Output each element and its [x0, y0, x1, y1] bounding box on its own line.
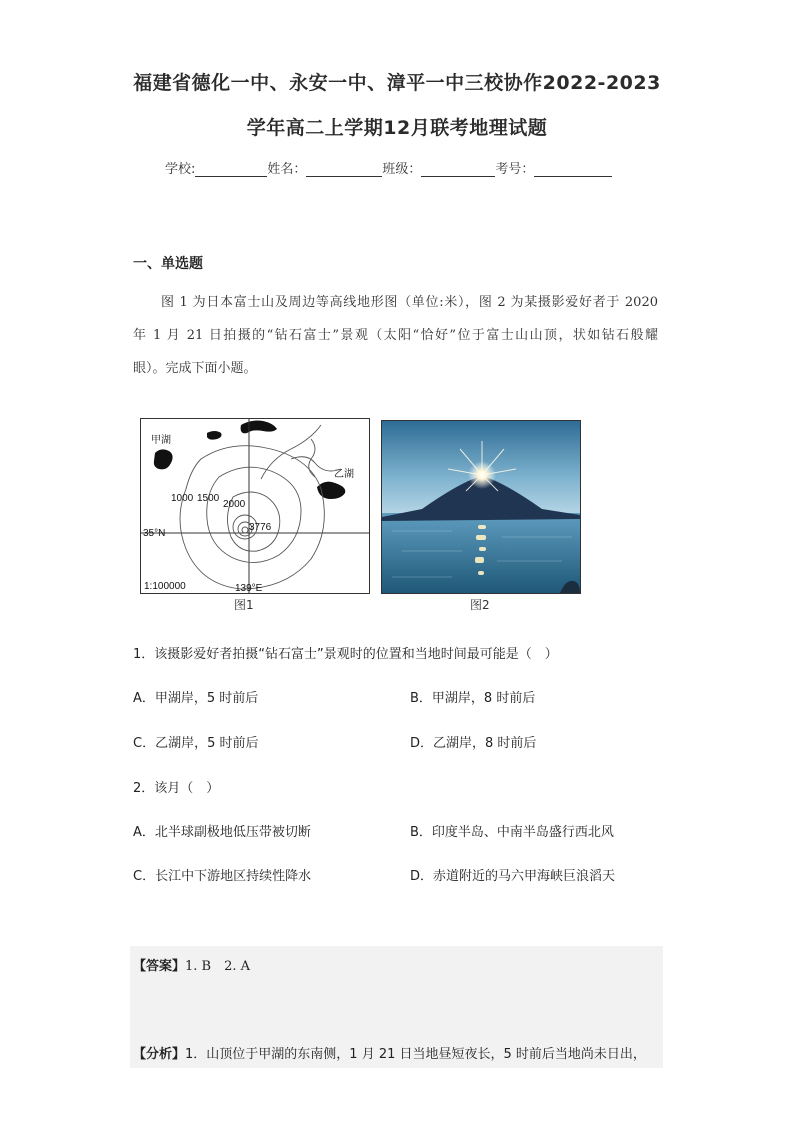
answer-tag: 【答案】: [133, 959, 186, 974]
document-title-line-1: 福建省德化一中、永安一中、漳平一中三校协作2022-2023: [133, 72, 661, 94]
contour-inner-3: [242, 527, 248, 533]
contour-map-svg: [141, 419, 369, 593]
dark-patch-2: [241, 421, 277, 434]
analysis-tag: 【分析】: [133, 1047, 186, 1062]
section-title: 一、单选题: [133, 256, 203, 272]
peak-label: 3776: [249, 522, 272, 533]
class-label: 班级：: [382, 162, 422, 177]
answer-row: [133, 955, 250, 974]
class-field[interactable]: [421, 162, 495, 177]
analysis-text: 1．山顶位于甲湖的东南侧，1 月 21 日当地昼短夜长，5 时前后当地尚未日出，: [185, 1047, 646, 1062]
question-1-option-a[interactable]: A．甲湖岸，5 时前后: [133, 691, 259, 706]
school-label: 学校:: [165, 162, 196, 177]
diamond-fuji-photo: [382, 421, 580, 593]
question-2-option-d[interactable]: D．赤道附近的马六甲海峡巨浪滔天: [410, 869, 616, 884]
contour-label-1500: 1500: [197, 493, 220, 504]
terrain-lines-2: [309, 439, 315, 477]
number-label: 考号：: [495, 162, 535, 177]
question-1-stem: 1．该摄影爱好者拍摄“钻石富士”景观时的位置和当地时间最可能是（ ）: [133, 647, 558, 662]
lake-a-label: 甲湖: [151, 435, 171, 446]
name-label: 姓名：: [267, 162, 307, 177]
longitude-label: 139°E: [235, 583, 263, 593]
figure-1-contour-map: [140, 418, 370, 594]
figure-2-photo: [381, 420, 581, 594]
question-2-option-b[interactable]: B．印度半岛、中南半岛盛行西北风: [410, 825, 614, 840]
lake-b-label: 乙湖: [334, 469, 354, 480]
analysis-row: [133, 1043, 646, 1062]
sun: [468, 461, 496, 489]
question-intro: [133, 286, 658, 385]
question-2-option-a[interactable]: A．北半球副极地低压带被切断: [133, 825, 311, 840]
intro-line-1: 图 1 为日本富士山及周边等高线地形图（单位:米），图 2 为某摄影爱好者于 2020: [161, 295, 658, 310]
contour-label-1000: 1000: [171, 493, 194, 504]
figure-2-caption: 图2: [470, 598, 490, 612]
name-field[interactable]: [306, 162, 382, 177]
student-info-row: [165, 158, 612, 177]
question-1-option-b[interactable]: B．甲湖岸，8 时前后: [410, 691, 536, 706]
dark-patch-1: [207, 431, 222, 440]
answer-text: 1. B 2. A: [185, 959, 251, 974]
figure-1-caption: 图1: [234, 598, 254, 612]
question-2-option-c[interactable]: C．长江中下游地区持续性降水: [133, 869, 312, 884]
document-title-line-2: 学年高二上学期12月联考地理试题: [246, 117, 548, 139]
scale-label: 1:100000: [144, 581, 186, 592]
question-2-stem: 2．该月（ ）: [133, 781, 220, 796]
school-field[interactable]: [195, 162, 267, 177]
contour-label-2000: 2000: [223, 499, 246, 510]
number-field[interactable]: [534, 162, 612, 177]
intro-line-3: 眼）。完成下面小题。: [133, 361, 257, 376]
question-1-option-c[interactable]: C．乙湖岸，5 时前后: [133, 736, 259, 751]
latitude-label: 35°N: [143, 528, 166, 539]
intro-line-2: 年 1 月 21 日拍摄的“钻石富士”景观（太阳“恰好”位于富士山山顶，状如钻石般耀: [133, 328, 658, 343]
contour-1500: [207, 467, 301, 562]
question-1-option-d[interactable]: D．乙湖岸，8 时前后: [410, 736, 537, 751]
terrain-lines: [261, 425, 341, 479]
lake-a-shape: [154, 449, 173, 469]
